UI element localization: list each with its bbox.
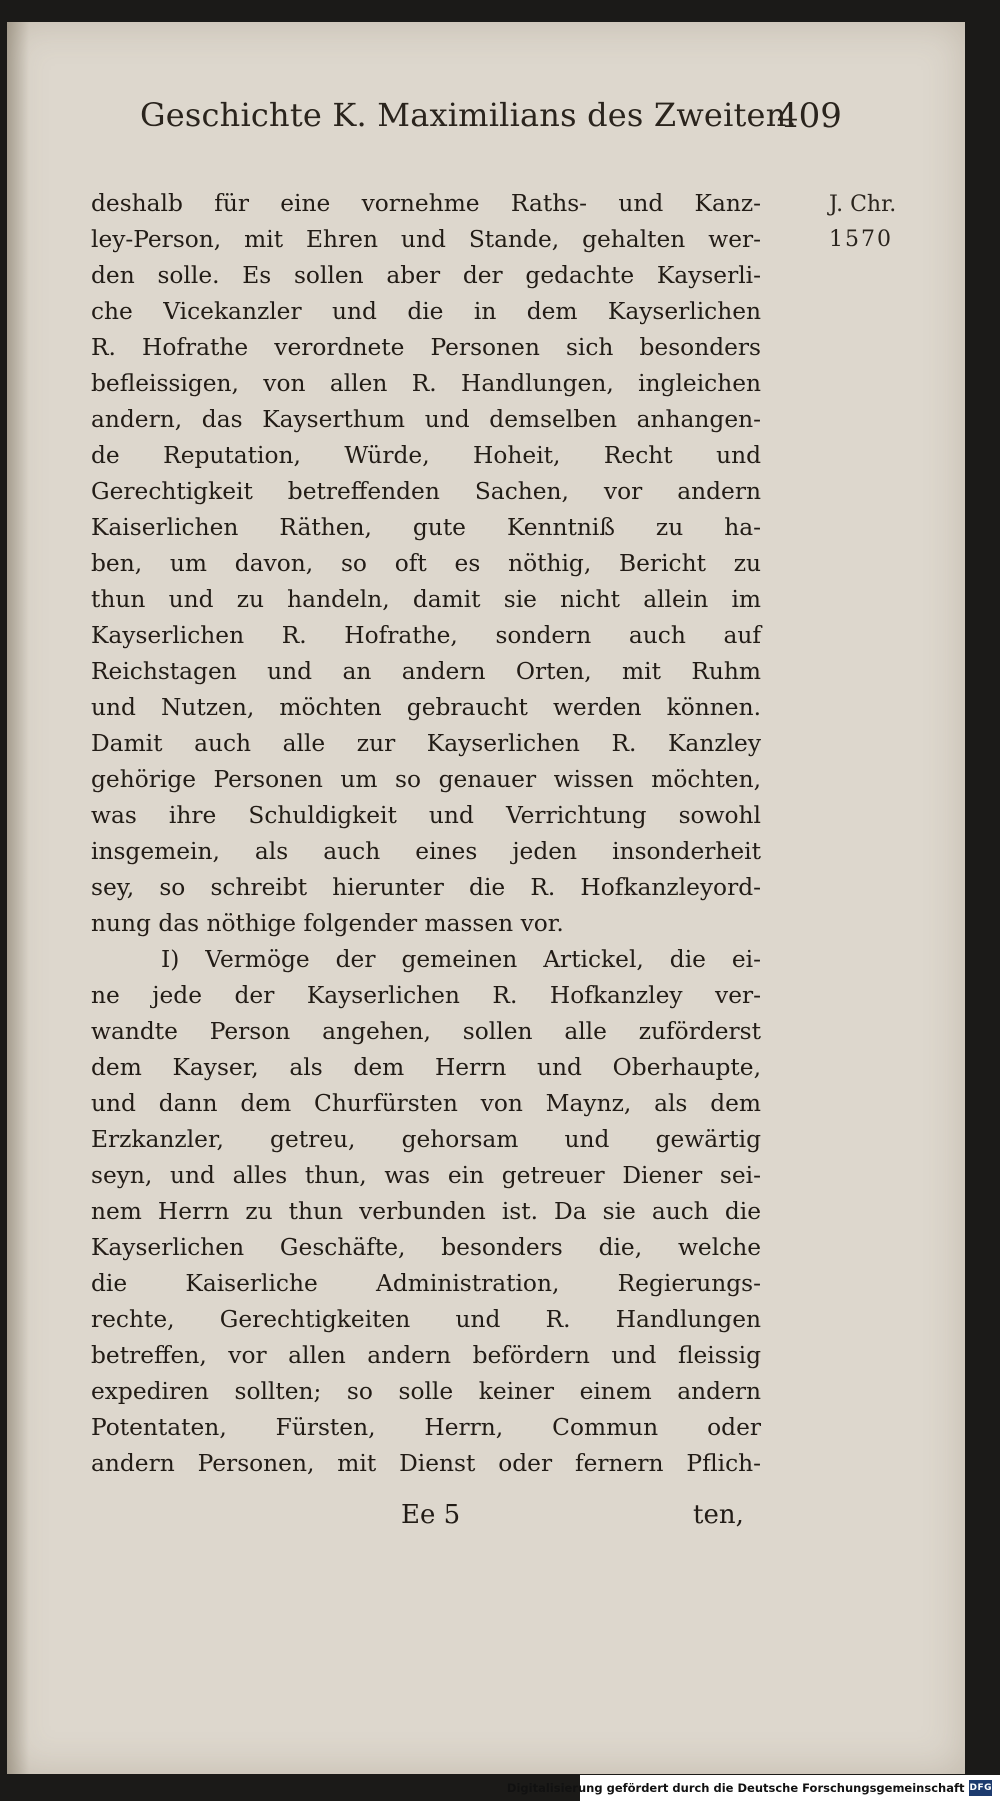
digitization-credit-bar	[506, 1775, 1000, 1801]
text-line: ley-Person, mit Ehren und Stande, gehalten wer-	[91, 226, 761, 253]
text-line: nung das nöthige folgender massen vor.	[91, 910, 564, 937]
text-line: ne jede der Kayserlichen R. Hofkanzley ver-	[91, 982, 761, 1009]
text-line: nem Herrn zu thun verbunden ist. Da sie auch die	[91, 1198, 761, 1225]
text-line: Potentaten, Fürsten, Herrn, Commun oder	[91, 1414, 761, 1441]
text-line: dem Kayser, als dem Herrn und Oberhaupte,	[91, 1054, 761, 1081]
text-line: Erzkanzler, getreu, gehorsam und gewärtig	[91, 1126, 761, 1153]
text-line: gehörige Personen um so genauer wissen möchten,	[91, 766, 761, 793]
dfg-logo-icon: DFG	[969, 1780, 992, 1796]
text-line: Kayserlichen R. Hofrathe, sondern auch auf	[91, 622, 761, 649]
text-line: Gerechtigkeit betreffenden Sachen, vor andern	[91, 478, 761, 505]
text-line: R. Hofrathe verordnete Personen sich besonders	[91, 334, 761, 361]
text-line: seyn, und alles thun, was ein getreuer Diener sei-	[91, 1162, 761, 1189]
body-text	[91, 186, 761, 1482]
text-line: und dann dem Churfürsten von Maynz, als dem	[91, 1090, 761, 1117]
text-line: Kaiserlichen Räthen, gute Kenntniß zu ha-	[91, 514, 761, 541]
text-line: insgemein, als auch eines jeden insonderheit	[91, 838, 761, 865]
text-line: expediren sollten; so solle keiner einem andern	[91, 1378, 761, 1405]
margin-year-value: 1570	[829, 227, 893, 252]
text-line: Reichstagen und an andern Orten, mit Ruhm	[91, 658, 761, 685]
text-line: rechte, Gerechtigkeiten und R. Handlungen	[91, 1306, 761, 1333]
text-line: was ihre Schuldigkeit und Verrichtung sowohl	[91, 802, 761, 829]
margin-year-label: J. Chr.	[829, 192, 897, 217]
text-line: andern, das Kayserthum und demselben anhangen-	[91, 406, 761, 433]
text-line: befleissigen, von allen R. Handlungen, ingleichen	[91, 370, 761, 397]
digitization-credit: Digitalisierung gefördert durch die Deutsche Forschungsgemeinschaft	[506, 1781, 965, 1795]
text-line: deshalb für eine vornehme Raths- und Kanz-	[91, 190, 761, 217]
catchword: ten,	[693, 1500, 744, 1530]
paragraph-start-line: I) Vermöge der gemeinen Artickel, die ei-	[161, 946, 761, 973]
text-line: Kayserlichen Geschäfte, besonders die, welche	[91, 1234, 761, 1261]
text-line: die Kaiserliche Administration, Regierungs-	[91, 1270, 761, 1297]
text-line: ben, um davon, so oft es nöthig, Bericht zu	[91, 550, 761, 577]
text-line: wandte Person angehen, sollen alle zuförderst	[91, 1018, 761, 1045]
text-line: den solle. Es sollen aber der gedachte Kayserli-	[91, 262, 761, 289]
text-line: betreffen, vor allen andern befördern und fleissig	[91, 1342, 761, 1369]
text-line: de Reputation, Würde, Hoheit, Recht und	[91, 442, 761, 469]
signature-mark: Ee 5	[401, 1500, 461, 1530]
page-number: 409	[777, 96, 842, 136]
text-line: thun und zu handeln, damit sie nicht allein im	[91, 586, 761, 613]
running-title: Geschichte K. Maximilians des Zweiten.	[140, 96, 797, 134]
text-line: und Nutzen, möchten gebraucht werden können.	[91, 694, 761, 721]
text-line: Damit auch alle zur Kayserlichen R. Kanzley	[91, 730, 761, 757]
book-page	[7, 22, 965, 1774]
text-line: sey, so schreibt hierunter die R. Hofkanzleyord-	[91, 874, 761, 901]
text-line: andern Personen, mit Dienst oder fernern Pflich-	[91, 1450, 761, 1477]
text-line: che Vicekanzler und die in dem Kayserlichen	[91, 298, 761, 325]
